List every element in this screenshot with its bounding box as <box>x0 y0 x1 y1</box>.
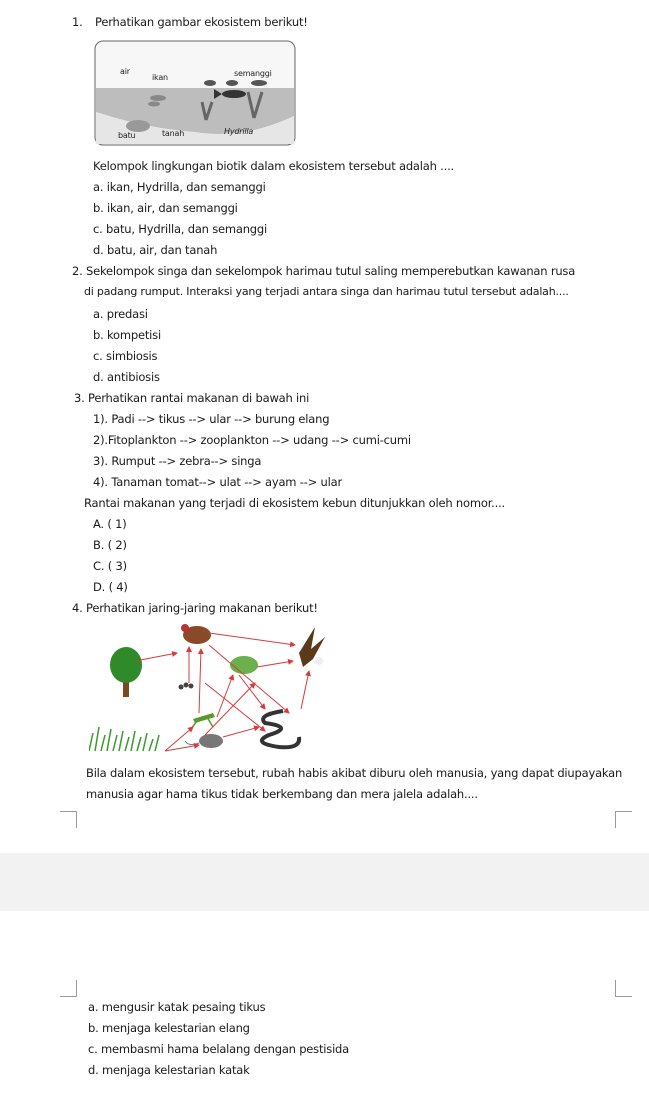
q2-option-b[interactable]: b. kompetisi <box>93 328 161 342</box>
frog-drawing <box>230 656 258 674</box>
label-ikan: ikan <box>152 73 168 82</box>
tree-drawing <box>110 647 142 697</box>
q4-option-b[interactable]: b. menjaga kelestarian elang <box>88 1021 250 1035</box>
q4-line2: manusia agar hama tikus tidak berkembang dan mera jalela adalah.... <box>86 787 478 801</box>
q1-option-a[interactable]: a. ikan, Hydrilla, dan semanggi <box>93 180 266 194</box>
q2-option-a[interactable]: a. predasi <box>93 307 148 321</box>
q3-chain-3: 3). Rumput --> zebra--> singa <box>93 454 262 468</box>
page-break <box>0 853 649 911</box>
q2-line1: 2. Sekelompok singa dan sekelompok harimau tutul saling memperebutkan kawanan rusa <box>72 264 576 278</box>
q1-prompt: Perhatikan gambar ekosistem berikut! <box>95 15 308 29</box>
food-web-figure <box>89 623 331 753</box>
q2-option-c[interactable]: c. simbiosis <box>93 349 158 363</box>
q1-option-d[interactable]: d. batu, air, dan tanah <box>93 243 218 257</box>
clover-drawing <box>204 80 267 86</box>
q3-prompt: 3. Perhatikan rantai makanan di bawah ini <box>74 391 310 405</box>
page-corner-mark <box>60 811 77 828</box>
eagle-drawing <box>299 627 325 667</box>
q3-option-d[interactable]: D. ( 4) <box>93 580 128 594</box>
grasshopper-drawing <box>191 713 215 729</box>
q2-option-d[interactable]: d. antibiosis <box>93 370 160 384</box>
label-tanah: tanah <box>162 129 185 138</box>
ecosystem-figure <box>94 40 296 146</box>
grass-drawing <box>89 727 159 751</box>
q1-option-b[interactable]: b. ikan, air, dan semanggi <box>93 201 238 215</box>
mouse-drawing <box>185 734 223 748</box>
q4-option-a[interactable]: a. mengusir katak pesaing tikus <box>88 1000 266 1014</box>
q3-chain-4: 4). Tanaman tomat--> ulat --> ayam --> ular <box>93 475 342 489</box>
q3-option-b[interactable]: B. ( 2) <box>93 538 127 552</box>
label-batu: batu <box>118 131 136 140</box>
label-semanggi: semanggi <box>234 69 272 78</box>
caterpillar-drawing <box>179 683 194 690</box>
q1-number: 1. <box>72 15 83 29</box>
q1-question: Kelompok lingkungan biotik dalam ekosistem tersebut adalah .... <box>93 159 454 173</box>
q4-prompt: 4. Perhatikan jaring-jaring makanan berikut! <box>72 601 318 615</box>
q3-chain-1: 1). Padi --> tikus --> ular --> burung elang <box>93 412 330 426</box>
food-web-arrows <box>135 633 309 751</box>
q2-line2: di padang rumput. Interaksi yang terjadi antara singa dan harimau tutul tersebut adalah.... <box>84 285 569 298</box>
q3-option-c[interactable]: C. ( 3) <box>93 559 127 573</box>
page-corner-mark <box>615 811 632 828</box>
label-hydrilla: Hydrilla <box>224 127 254 136</box>
page-corner-mark <box>60 980 77 997</box>
q4-option-d[interactable]: d. menjaga kelestarian katak <box>88 1063 250 1077</box>
q3-question: Rantai makanan yang terjadi di ekosistem kebun ditunjukkan oleh nomor.... <box>84 496 505 510</box>
q3-option-a[interactable]: A. ( 1) <box>93 517 127 531</box>
q4-line1: Bila dalam ekosistem tersebut, rubah habis akibat diburu oleh manusia, yang dapat diupayakan <box>86 766 623 780</box>
q4-option-c[interactable]: c. membasmi hama belalang dengan pestisida <box>88 1042 350 1056</box>
q3-chain-2: 2).Fitoplankton --> zooplankton --> udang --> cumi-cumi <box>93 433 411 447</box>
q1-option-c[interactable]: c. batu, Hydrilla, dan semanggi <box>93 222 268 236</box>
label-air: air <box>120 67 130 76</box>
snake-drawing <box>262 711 299 747</box>
chicken-drawing <box>181 624 211 644</box>
page-corner-mark <box>615 980 632 997</box>
